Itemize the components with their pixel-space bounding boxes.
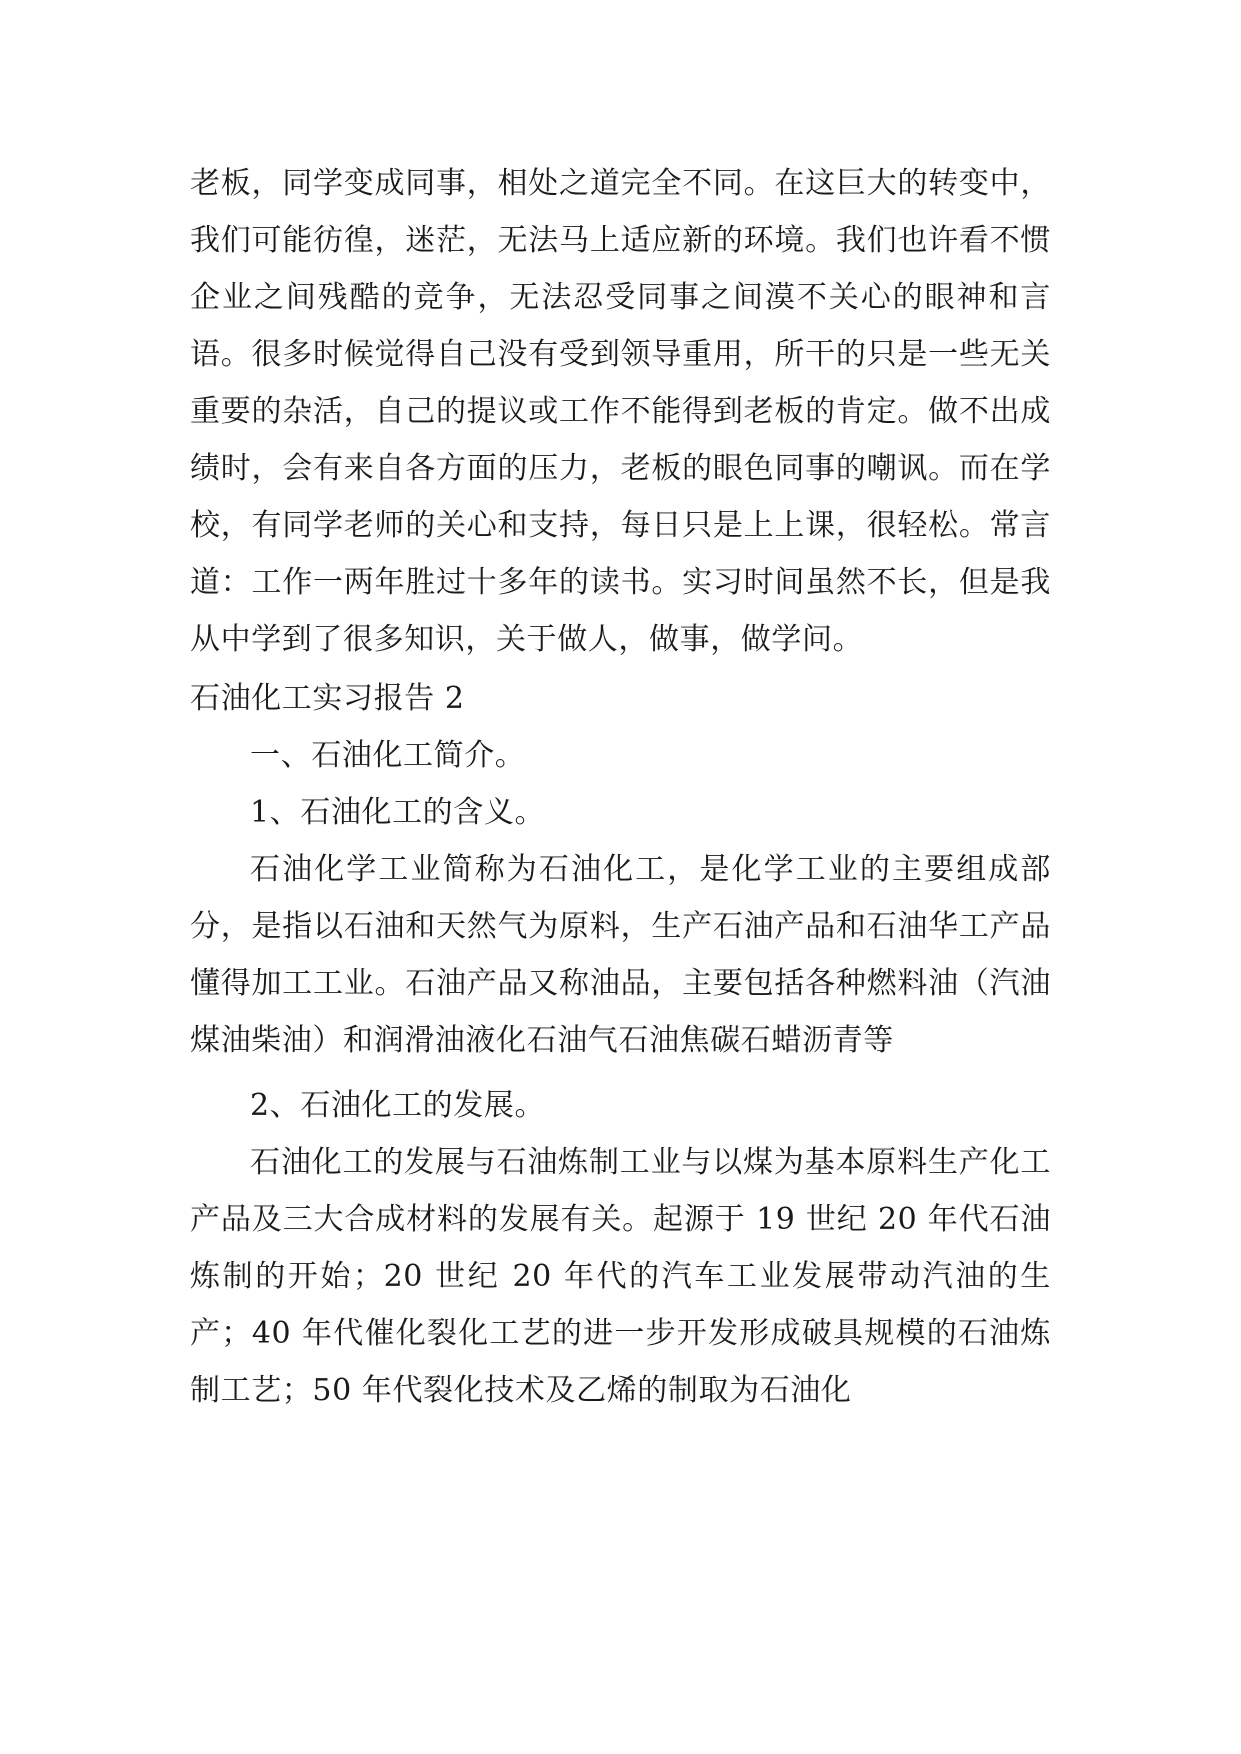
paragraph-continuation: 老板，同学变成同事，相处之道完全不同。在这巨大的转变中，我们可能彷徨，迷茫，无法马上适应新的环境。我们也许看不惯企业之间残酷的竞争，无法忍受同事之间漠不关心的眼神和言语。很多时候觉得自己没有受到领导重用，所干的只是一些无关重要的杂活，自己的提议或工作不能得到老板的肯定。做不出成绩时，会有来自各方面的压力，老板的眼色同事的嘲讽。而在学校，有同学老师的关心和支持，每日只是上上课，很轻松。常言道：工作一两年胜过十多年的读书。实习时间虽然不长，但是我从中学到了很多知识，关于做人，做事，做学问。	[190, 166, 1051, 657]
paragraph-development: 石油化工的发展与石油炼制工业与以煤为基本原料生产化工产品及三大合成材料的发展有关。起源于 19 世纪 20 年代石油炼制的开始；20 世纪 20 年代的汽车工业发展带动汽油的生产；40 年代催化裂化工艺的进一步开发形成破具规模的石油炼制工艺；50 年代裂化技术及乙烯的制取为石油化	[190, 1145, 1051, 1408]
heading-development: 2、石油化工的发展。	[250, 1088, 546, 1123]
section-title: 石油化工实习报告 2	[190, 681, 465, 716]
heading-introduction: 一、石油化工简介。	[250, 738, 526, 773]
document-body	[190, 155, 1051, 1419]
heading-meaning: 1、石油化工的含义。	[250, 795, 546, 830]
paragraph-meaning: 石油化学工业简称为石油化工，是化学工业的主要组成部分，是指以石油和天然气为原料，生产石油产品和石油华工产品懂得加工工业。石油产品又称油品，主要包括各种燃料油（汽油煤油柴油）和润滑油液化石油气石油焦碳石蜡沥青等	[190, 852, 1051, 1058]
